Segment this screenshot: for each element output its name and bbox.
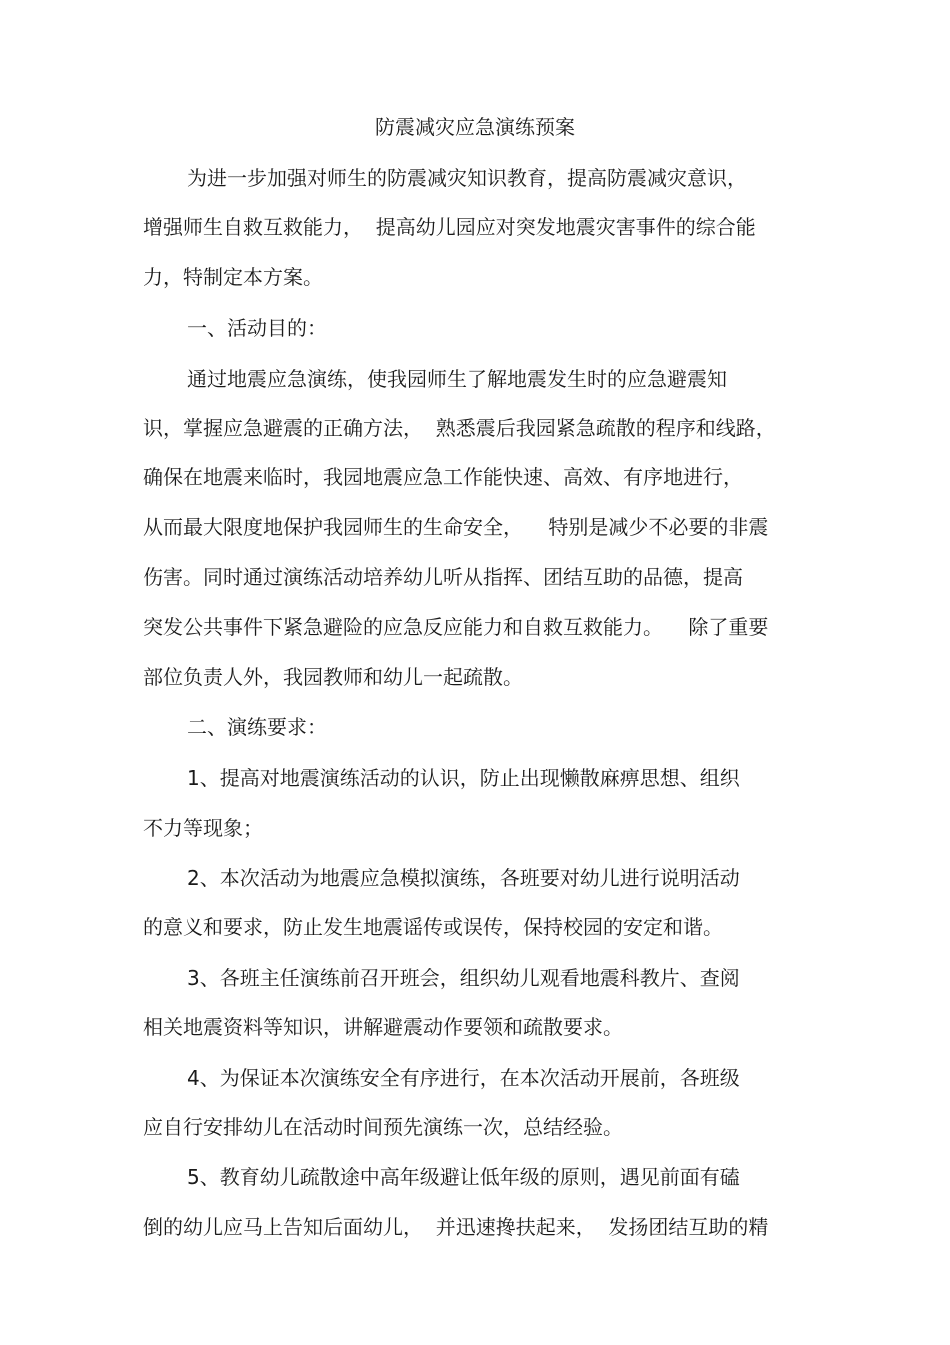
- list-item-line: 4、为保证本次演练安全有序进行，在本次活动开展前，各班级: [187, 1066, 740, 1090]
- paragraph-line: 伤害。同时通过演练活动培养幼儿听从指挥、团结互助的品德，提高: [143, 565, 743, 589]
- paragraph-line: 增强师生自救互救能力， 提高幼儿园应对突发地震灾害事件的综合能: [143, 215, 756, 239]
- paragraph-line: 确保在地震来临时，我园地震应急工作能快速、高效、有序地进行，: [143, 465, 743, 489]
- list-item-line: 2、本次活动为地震应急模拟演练，各班要对幼儿进行说明活动: [187, 866, 740, 890]
- paragraph-line: 通过地震应急演练，使我园师生了解地震发生时的应急避震知: [187, 367, 727, 391]
- paragraph-line: 识，掌握应急避震的正确方法， 熟悉震后我园紧急疏散的程序和线路，: [143, 416, 776, 440]
- list-item-line: 的意义和要求，防止发生地震谣传或误传，保持校园的安定和谐。: [143, 915, 723, 939]
- section-heading: 二、演练要求：: [187, 715, 327, 739]
- list-item-line: 5、教育幼儿疏散途中高年级避让低年级的原则，遇见前面有磕: [187, 1165, 740, 1189]
- list-item-line: 倒的幼儿应马上告知后面幼儿， 并迅速搀扶起来， 发扬团结互助的精: [143, 1215, 769, 1239]
- list-item-line: 1、提高对地震演练活动的认识，防止出现懒散麻痹思想、组织: [187, 766, 740, 790]
- paragraph-line: 突发公共事件下紧急避险的应急反应能力和自救互救能力。 除了重要: [143, 615, 769, 639]
- paragraph-line: 从而最大限度地保护我园师生的生命安全， 特别是减少不必要的非震: [143, 515, 769, 539]
- paragraph-line: 为进一步加强对师生的防震减灾知识教育，提高防震减灾意识，: [187, 166, 747, 190]
- paragraph-line: 部位负责人外，我园教师和幼儿一起疏散。: [143, 665, 523, 689]
- list-item-line: 应自行安排幼儿在活动时间预先演练一次，总结经验。: [143, 1115, 623, 1139]
- document-title: 防震减灾应急演练预案: [375, 115, 575, 139]
- list-item-line: 不力等现象；: [143, 816, 263, 840]
- list-item-line: 相关地震资料等知识，讲解避震动作要领和疏散要求。: [143, 1015, 623, 1039]
- list-item-line: 3、各班主任演练前召开班会，组织幼儿观看地震科教片、查阅: [187, 966, 740, 990]
- section-heading: 一、活动目的：: [187, 316, 327, 340]
- paragraph-line: 力，特制定本方案。: [143, 265, 323, 289]
